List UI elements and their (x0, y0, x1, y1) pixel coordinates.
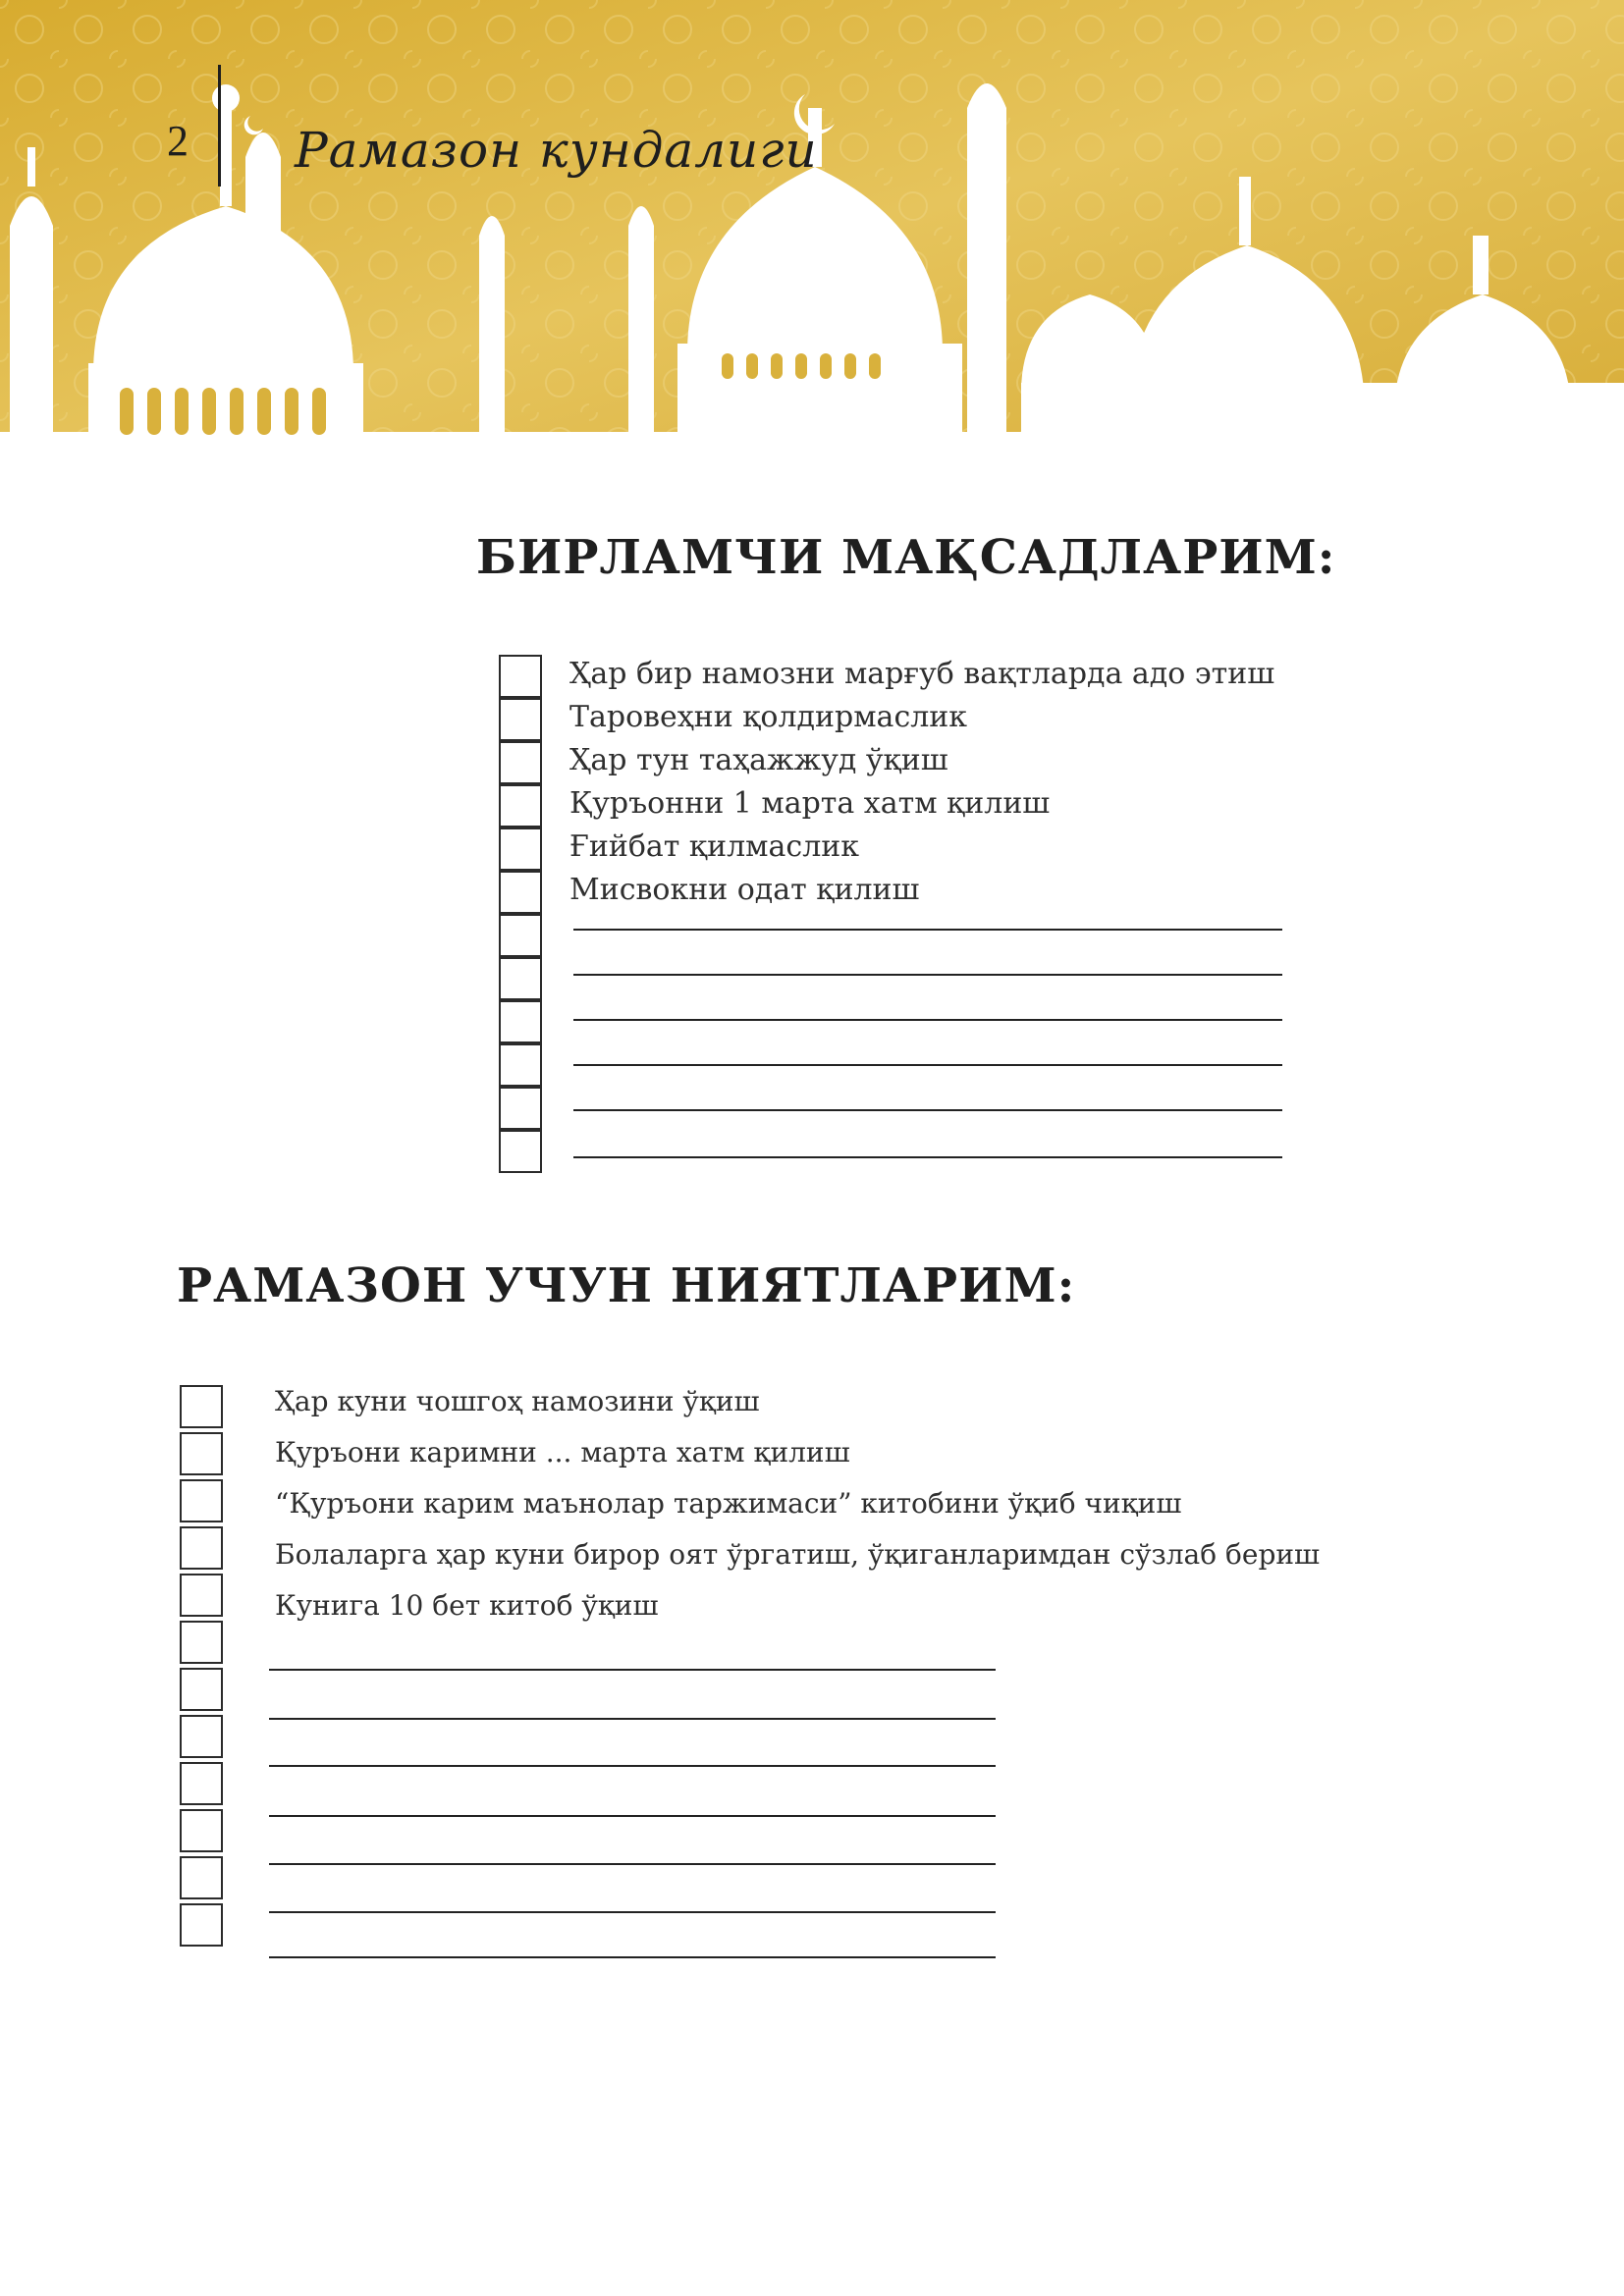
goal-checkbox[interactable] (499, 1130, 542, 1173)
goal-checkbox[interactable] (499, 957, 542, 1000)
header-divider (218, 65, 221, 187)
intention-checkbox[interactable] (180, 1762, 223, 1805)
intention-checkbox[interactable] (180, 1574, 223, 1617)
intention-checkbox[interactable] (180, 1903, 223, 1947)
page-number: 2 (167, 117, 189, 165)
goal-blank-line[interactable] (573, 1109, 1282, 1111)
intention-checkbox[interactable] (180, 1385, 223, 1428)
goal-blank-line[interactable] (573, 1156, 1282, 1158)
intention-checkbox[interactable] (180, 1668, 223, 1711)
intention-item: Кунига 10 бет китоб ўқиш (275, 1589, 659, 1622)
goal-blank-line[interactable] (573, 1064, 1282, 1066)
intention-checkbox[interactable] (180, 1479, 223, 1522)
goal-checkbox[interactable] (499, 1000, 542, 1043)
goal-checkbox[interactable] (499, 655, 542, 698)
goal-item: Ҳар тун таҳажжуд ўқиш (569, 743, 948, 777)
mosque-silhouette-illustration (0, 0, 1624, 481)
intention-checkbox[interactable] (180, 1856, 223, 1899)
intention-checkbox[interactable] (180, 1621, 223, 1664)
goal-checkbox[interactable] (499, 871, 542, 914)
intention-item: “Қуръони карим маънолар таржимаси” китобини ўқиб чиқиш (275, 1487, 1182, 1520)
goal-item: Қуръонни 1 марта хатм қилиш (569, 786, 1051, 821)
intention-blank-line[interactable] (269, 1815, 996, 1817)
intention-blank-line[interactable] (269, 1669, 996, 1671)
goal-checkbox[interactable] (499, 828, 542, 871)
header-banner (0, 0, 1624, 481)
intention-checkbox[interactable] (180, 1809, 223, 1852)
intention-blank-line[interactable] (269, 1718, 996, 1720)
goal-checkbox[interactable] (499, 914, 542, 957)
goal-checkbox[interactable] (499, 698, 542, 741)
goal-blank-line[interactable] (573, 929, 1282, 931)
intention-item: Қуръони каримни ... марта хатм қилиш (275, 1436, 850, 1468)
goal-item: Таровеҳни қолдирмаслик (569, 700, 968, 734)
intention-item: Болаларга ҳар куни бирор оят ўргатиш, ўқиганларимдан сўзлаб бериш (275, 1538, 1321, 1571)
intention-item: Ҳар куни чошгоҳ намозини ўқиш (275, 1385, 760, 1417)
goal-item: Ғийбат қилмаслик (569, 829, 859, 864)
intention-blank-line[interactable] (269, 1765, 996, 1767)
goal-item: Мисвокни одат қилиш (569, 873, 920, 907)
intentions-section-title: РАМАЗОН УЧУН НИЯТЛАРИМ: (177, 1258, 1076, 1313)
goal-checkbox[interactable] (499, 741, 542, 784)
goals-section-title: БИРЛАМЧИ МАҚСАДЛАРИМ: (476, 530, 1336, 585)
intention-blank-line[interactable] (269, 1863, 996, 1865)
intention-checkbox[interactable] (180, 1526, 223, 1570)
intention-checkbox[interactable] (180, 1715, 223, 1758)
goal-item: Ҳар бир намозни марғуб вақтларда адо этиш (569, 657, 1275, 691)
goal-blank-line[interactable] (573, 1019, 1282, 1021)
goal-checkbox[interactable] (499, 1087, 542, 1130)
goal-blank-line[interactable] (573, 974, 1282, 976)
page-header-title: Рамазон кундалиги (295, 122, 818, 179)
intention-blank-line[interactable] (269, 1911, 996, 1913)
intention-blank-line[interactable] (269, 1956, 996, 1958)
intention-checkbox[interactable] (180, 1432, 223, 1475)
goal-checkbox[interactable] (499, 1043, 542, 1087)
goal-checkbox[interactable] (499, 784, 542, 828)
